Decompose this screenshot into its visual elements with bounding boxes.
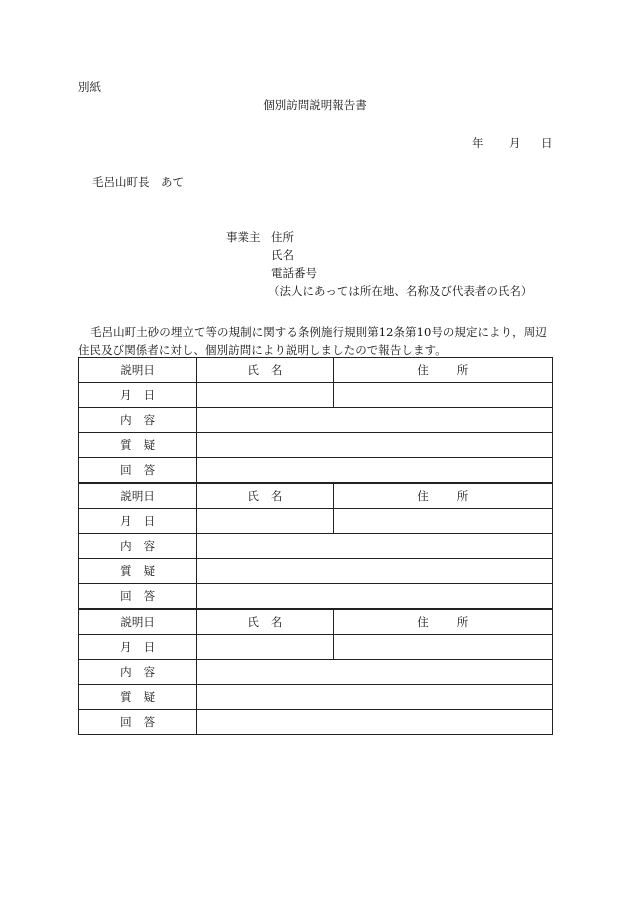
question-row-label: 質疑 [79, 559, 197, 584]
table-row [79, 458, 553, 484]
applicant-phone-label: 電話番号 [271, 266, 317, 280]
table-row [79, 609, 553, 635]
table-row [79, 509, 553, 534]
address-header: 住所 [333, 483, 552, 509]
content-cell[interactable] [197, 660, 553, 685]
applicant-name-label: 氏名 [271, 248, 294, 262]
name-cell[interactable] [197, 383, 333, 408]
table-row [79, 635, 553, 660]
name-header: 氏名 [197, 609, 333, 635]
applicant-note: （法人にあっては所在地、名称及び代表者の氏名） [268, 284, 533, 298]
date-row-label: 月日 [79, 635, 197, 660]
date-year-label: 年 [472, 136, 484, 150]
answer-cell[interactable] [197, 584, 553, 610]
table-row [79, 559, 553, 584]
table-row [79, 408, 553, 433]
attachment-label: 別紙 [78, 80, 101, 94]
content-cell[interactable] [197, 534, 553, 559]
name-header: 氏名 [197, 358, 333, 383]
content-cell[interactable] [197, 408, 553, 433]
table-row [79, 710, 553, 735]
question-cell[interactable] [197, 685, 553, 710]
recipient-line: 毛呂山町長 あて [92, 175, 184, 189]
address-header: 住所 [333, 358, 552, 383]
table-row [79, 685, 553, 710]
content-row-label: 内容 [79, 534, 197, 559]
answer-cell[interactable] [197, 458, 553, 484]
applicant-address-label: 住所 [271, 230, 294, 244]
question-row-label: 質疑 [79, 685, 197, 710]
report-table [78, 357, 553, 735]
applicant-label: 事業主 [226, 230, 261, 244]
answer-row-label: 回答 [79, 584, 197, 610]
table-row [79, 660, 553, 685]
answer-cell[interactable] [197, 710, 553, 735]
table-row [79, 383, 553, 408]
date-month-label: 月 [509, 136, 521, 150]
date-day-label: 日 [541, 136, 553, 150]
address-cell[interactable] [333, 635, 552, 660]
table-row [79, 584, 553, 610]
table-row [79, 483, 553, 509]
address-header: 住所 [333, 609, 552, 635]
intro-paragraph: 毛呂山町土砂の埋立て等の規制に関する条例施行規則第12条第10号の規定により，周辺住民及び関係者に対し、個別訪問により説明しましたので報告します。 [78, 325, 547, 357]
address-cell[interactable] [333, 509, 552, 534]
table-row [79, 358, 553, 383]
explainer-date-header: 説明日 [79, 358, 197, 383]
content-row-label: 内容 [79, 660, 197, 685]
content-row-label: 内容 [79, 408, 197, 433]
name-cell[interactable] [197, 635, 333, 660]
table-row [79, 433, 553, 458]
name-header: 氏名 [197, 483, 333, 509]
answer-row-label: 回答 [79, 710, 197, 735]
explainer-date-header: 説明日 [79, 609, 197, 635]
question-cell[interactable] [197, 433, 553, 458]
question-cell[interactable] [197, 559, 553, 584]
question-row-label: 質疑 [79, 433, 197, 458]
answer-row-label: 回答 [79, 458, 197, 484]
document-title: 個別訪問説明報告書 [263, 98, 367, 112]
table-row [79, 534, 553, 559]
address-cell[interactable] [333, 383, 552, 408]
explainer-date-header: 説明日 [79, 483, 197, 509]
date-row-label: 月日 [79, 383, 197, 408]
date-row-label: 月日 [79, 509, 197, 534]
name-cell[interactable] [197, 509, 333, 534]
